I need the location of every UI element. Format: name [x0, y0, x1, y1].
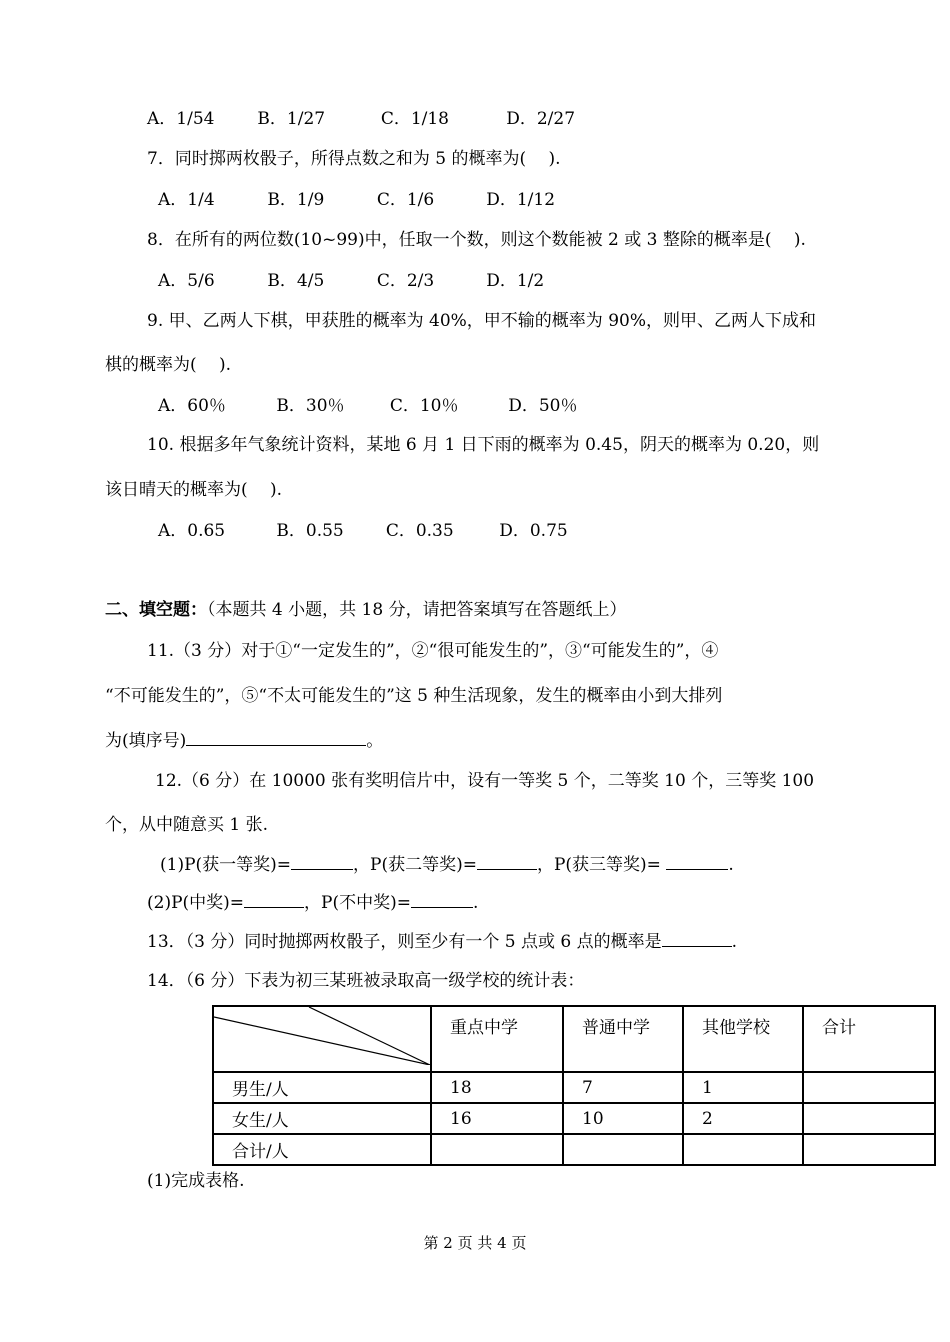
section-title: 二、填空题： — [105, 600, 207, 620]
q12-part1-b: ，P(获二等奖)= — [353, 855, 477, 875]
q13-text: 13．（3 分）同时抛掷两枚骰子，则至少有一个 5 点或 6 点的概率是 — [147, 932, 662, 952]
q13-line — [147, 930, 737, 953]
table-cell: 10 — [563, 1103, 683, 1134]
q13-end: . — [731, 932, 738, 952]
q9-question-line2: 棋的概率为( ). — [105, 355, 232, 375]
table-header-key-school: 重点中学 — [431, 1006, 563, 1072]
table-header-total: 合计 — [803, 1006, 935, 1072]
q10-option-a: A．0.65 — [158, 521, 226, 541]
table-row-label: 男生/人 — [213, 1072, 431, 1103]
table-header-normal-school: 普通中学 — [563, 1006, 683, 1072]
q7-option-c: C．1/6 — [376, 190, 435, 210]
table-row-label: 女生/人 — [213, 1103, 431, 1134]
q6-option-a: A．1/54 — [147, 109, 215, 129]
q11-answer-blank[interactable] — [186, 729, 366, 746]
q11-line2: “不可能发生的”，⑤“不太可能发生的”这 5 种生活现象，发生的概率由小到大排列 — [105, 686, 723, 706]
q12-part1-c: ，P(获三等奖)= — [536, 855, 667, 875]
table-cell-blank[interactable] — [803, 1072, 935, 1103]
table-cell: 18 — [431, 1072, 563, 1103]
q10-option-b: B．0.55 — [276, 521, 344, 541]
table-cell: 2 — [683, 1103, 803, 1134]
page-footer: 第 2 页 共 4 页 — [423, 1234, 527, 1252]
q9-option-c: C．10％ — [389, 396, 459, 416]
diagonal-lines — [214, 1007, 430, 1065]
q8-option-a: A．5/6 — [158, 271, 215, 291]
q14-question: 14．（6 分）下表为初三某班被录取高一级学校的统计表： — [147, 971, 585, 991]
q10-option-d: D．0.75 — [499, 521, 568, 541]
q7-option-a: A．1/4 — [158, 190, 215, 210]
q12-part1-a: (1)P(获一等奖)= — [160, 855, 292, 875]
table-cell: 7 — [563, 1072, 683, 1103]
table-row — [213, 1103, 935, 1134]
q6-option-b: B．1/27 — [257, 109, 326, 129]
q11-line3 — [105, 729, 383, 752]
q8-option-c: C．2/3 — [376, 271, 435, 291]
table-row-label: 合计/人 — [213, 1134, 431, 1165]
table-cell-blank[interactable] — [803, 1103, 935, 1134]
table-cell: 16 — [431, 1103, 563, 1134]
q12-blank-first-prize[interactable] — [291, 853, 353, 870]
q11-line1: 11.（3 分）对于①“一定发生的”，②“很可能发生的”，③“可能发生的”，④ — [147, 641, 719, 661]
q13-answer-blank[interactable] — [662, 930, 732, 947]
admission-stats-table — [212, 1005, 936, 1166]
q12-part1 — [160, 853, 734, 876]
q7-question: 7．同时掷两枚骰子，所得点数之和为 5 的概率为( ). — [147, 149, 561, 169]
q8-options — [158, 270, 544, 292]
q8-option-b: B．4/5 — [267, 271, 325, 291]
q8-option-d: D．1/2 — [486, 271, 545, 291]
q8-question: 8．在所有的两位数(10~99)中，任取一个数，则这个数能被 2 或 3 整除的概率是( ). — [147, 230, 806, 250]
q12-line2: 个，从中随意买 1 张. — [105, 815, 269, 835]
q9-options — [158, 395, 577, 417]
table-cell-blank[interactable] — [683, 1134, 803, 1165]
section-heading — [105, 599, 627, 621]
q6-option-c: C．1/18 — [380, 109, 449, 129]
table-diagonal-header-cell — [213, 1006, 431, 1072]
q7-option-b: B．1/9 — [267, 190, 325, 210]
table-cell: 1 — [683, 1072, 803, 1103]
q10-question-line2: 该日晴天的概率为( ). — [105, 480, 283, 500]
q12-part2-b: ，P(不中奖)= — [304, 893, 411, 913]
q6-options — [147, 108, 575, 130]
q7-options — [158, 189, 555, 211]
table-row — [213, 1134, 935, 1165]
q9-option-b: B．30％ — [276, 396, 345, 416]
q12-part2-end: . — [472, 893, 479, 913]
table-header-row — [213, 1006, 935, 1072]
table-row — [213, 1072, 935, 1103]
q12-line1: 12.（6 分）在 10000 张有奖明信片中，设有一等奖 5 个，二等奖 10 个，三等奖 100 — [155, 771, 815, 791]
q12-blank-third-prize[interactable] — [666, 853, 728, 870]
table-header-other-school: 其他学校 — [683, 1006, 803, 1072]
q12-blank-second-prize[interactable] — [477, 853, 537, 870]
q6-option-d: D．2/27 — [506, 109, 576, 129]
q12-part2-a: (2)P(中奖)= — [147, 893, 245, 913]
q9-option-d: D．50％ — [508, 396, 578, 416]
q11-line3-suffix: 。 — [366, 731, 384, 751]
q9-question-line1: 9. 甲、乙两人下棋，甲获胜的概率为 40%，甲不输的概率为 90%，则甲、乙两人下成和 — [147, 311, 816, 331]
q9-option-a: A．60％ — [158, 396, 226, 416]
q7-option-d: D．1/12 — [486, 190, 556, 210]
q10-options — [158, 520, 568, 542]
table-cell-blank[interactable] — [803, 1134, 935, 1165]
table-cell-blank[interactable] — [563, 1134, 683, 1165]
q12-part2 — [147, 891, 478, 914]
q12-part1-end: . — [728, 855, 734, 875]
section-description: （本题共 4 小题，共 18 分，请把答案填写在答题纸上） — [207, 600, 627, 620]
table-cell-blank[interactable] — [431, 1134, 563, 1165]
q14-part1: (1)完成表格. — [147, 1171, 245, 1191]
q12-blank-no-win[interactable] — [411, 891, 473, 908]
q10-question-line1: 10. 根据多年气象统计资料，某地 6 月 1 日下雨的概率为 0.45，阴天的概率为 0.20，则 — [147, 435, 820, 455]
q10-option-c: C．0.35 — [385, 521, 454, 541]
q12-blank-win[interactable] — [244, 891, 304, 908]
q11-line3-prefix: 为(填序号) — [105, 731, 187, 751]
